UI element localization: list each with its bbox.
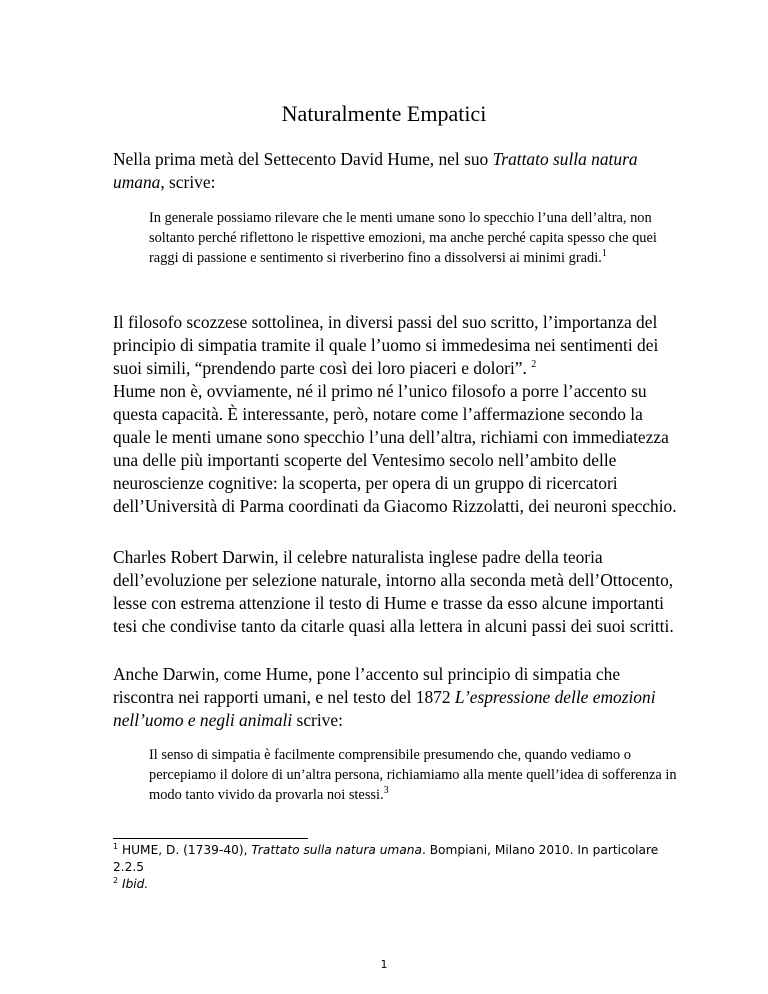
footnote-1 [113,842,673,876]
footnote-number: 2 [113,875,119,885]
footnotes [113,842,673,893]
book-title-hume: Trattato sulla natura umana [113,149,638,192]
page-title: Naturalmente Empatici [281,101,487,126]
footnote-ref-1: 1 [601,248,607,260]
paragraph-text: Anche Darwin, come Hume, pone l’accento sul principio di simpatia che riscontra nei rapporti umani, e nel testo del 1872 [113,664,621,707]
paragraph-text-continued: Hume non è, ovviamente, né il primo né l’unico filosofo a porre l’accento su questa capacità. È interessante, però, notare come l’affermazione secondo la quale le menti umane sono specchio l’una dell’altra, richiami con immediatezza una delle più importanti scoperte del Ventesimo secolo nell’ambito delle neuroscienze cognitive: la scoperta, per opera di un gruppo di ricercatori dell’Università di Parma coordinati da Giacomo Rizzolatti, dei neuroni specchio. [113,381,677,516]
page-number: 1 [380,958,388,971]
intro-text-end: , scrive: [160,172,216,192]
block-quote-darwin [149,745,684,805]
footnote-ref-3: 3 [383,785,389,797]
footnote-separator [113,838,308,839]
paragraph-hume-sympathy [113,311,678,518]
footnote-text: HUME, D. (1739-40), [118,843,252,857]
quote-darwin-text: Il senso di simpatia è facilmente comprensibile presumendo che, quando vediamo o percepiamo il dolore di un’altra persona, richiamiamo alla mente quell’idea di sofferenza in modo tanto vivido da provarla noi stessi. [149,747,677,803]
paragraph-darwin: Charles Robert Darwin, il celebre naturalista inglese padre della teoria dell’evoluzione per selezione naturale, intorno alla seconda metà dell’Ottocento, lesse con estrema attenzione il testo di Hume e trasse da esso alcune importanti tesi che condivise tanto da citarle quasi alla lettera in alcuni passi dei suoi scritti. [113,547,674,636]
intro-paragraph [113,148,678,194]
footnote-ref-2: 2 [531,359,537,371]
paragraph-text: Il filosofo scozzese sottolinea, in diversi passi del suo scritto, l’importanza del principio di simpatia tramite il quale l’uomo si immedesima nei sentimenti dei suoi simili, “prendendo parte così dei loro piaceri e dolori”. [113,312,659,378]
paragraph-darwin-sympathy [113,663,678,732]
quote-hume-text: In generale possiamo rilevare che le menti umane sono lo specchio l’una dell’altra, non soltanto perché riflettono le rispettive emozioni, ma anche perché capita spesso che quei raggi di passione e sentimento si riverberino fino a dissolversi ai minimi gradi. [149,210,657,266]
footnote-number: 1 [113,841,119,851]
block-quote-hume [149,208,684,268]
footnote-2 [113,876,673,893]
paragraph-text-end: scrive: [292,710,343,730]
footnote-book-title: Trattato sulla natura umana [251,843,422,857]
footnote-text-end: . Bompiani, Milano 2010. In particolare 2.2.5 [113,843,659,874]
book-title-darwin: L’espressione delle emozioni nell’uomo e negli animali [113,687,656,730]
intro-text: Nella prima metà del Settecento David Hume, nel suo [113,149,493,169]
footnote-ibid: Ibid. [121,877,149,891]
